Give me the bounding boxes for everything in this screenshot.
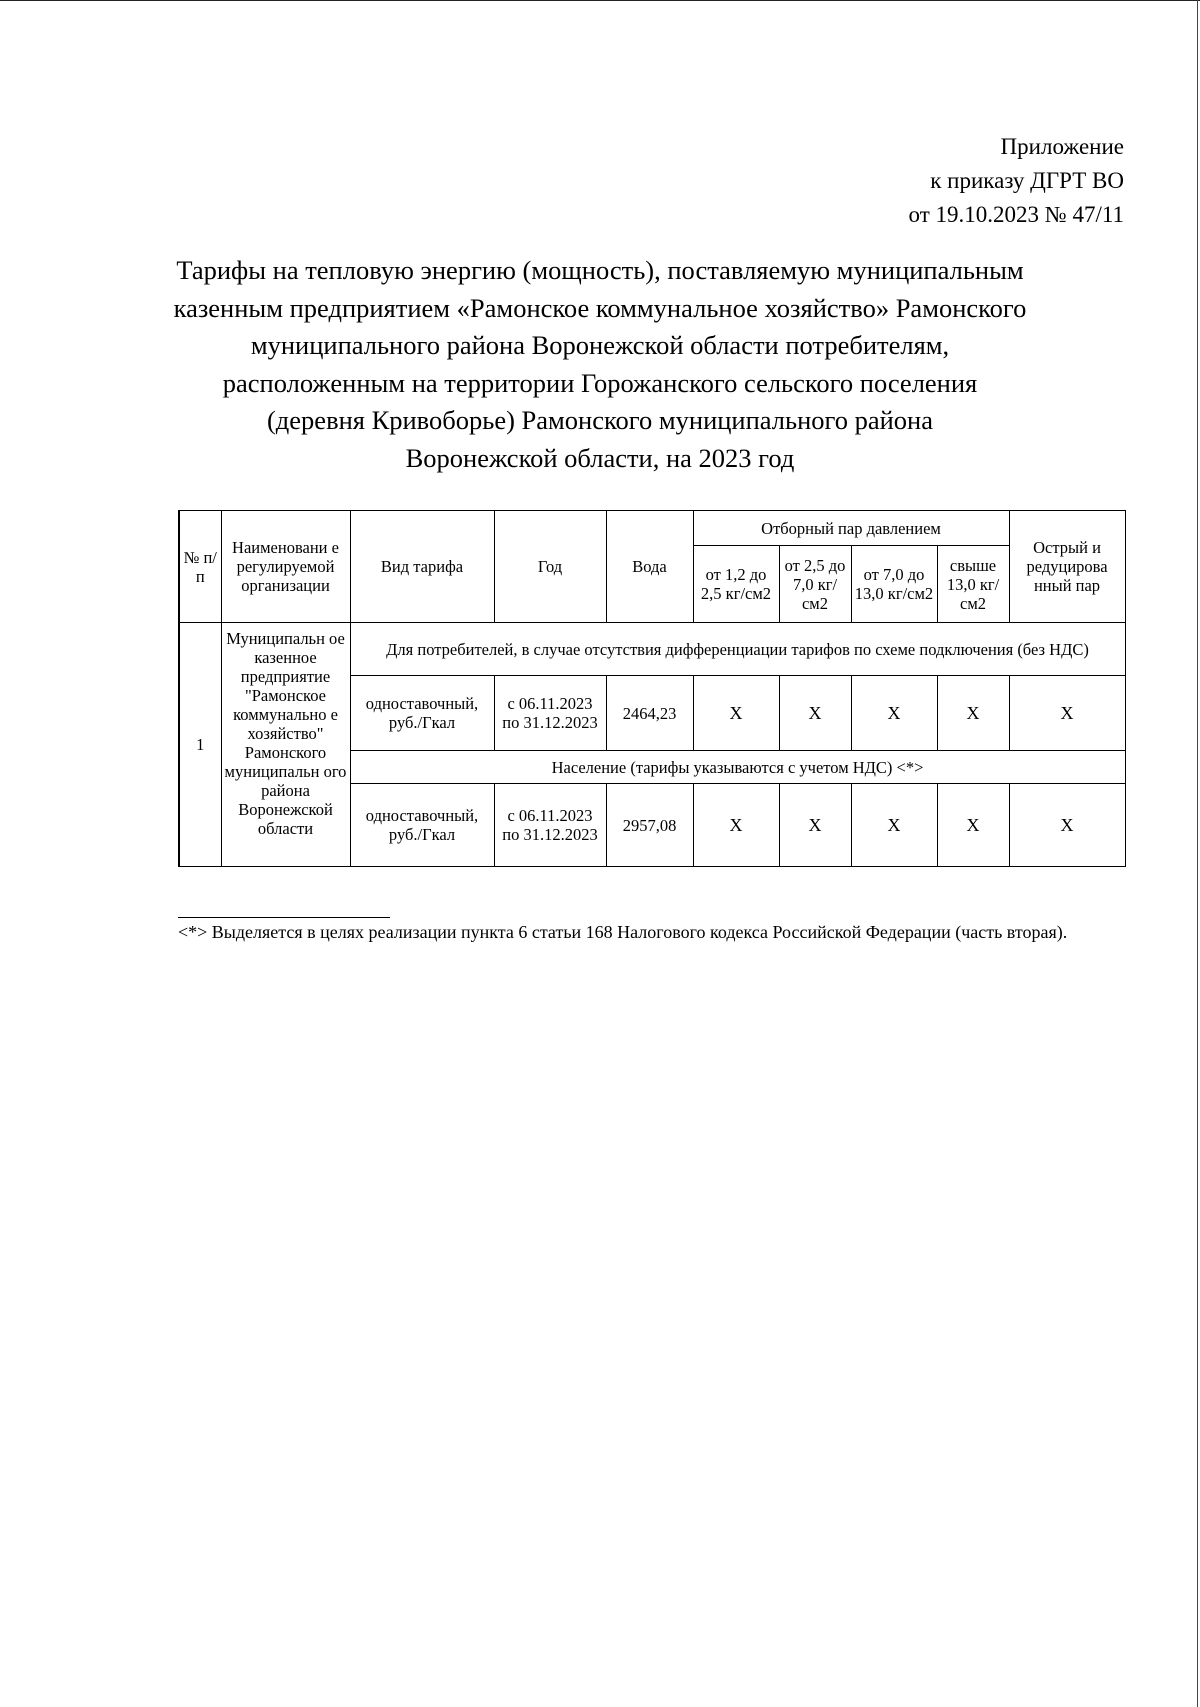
title-line-4: расположенным на территории Горожанского сельского поселения	[222, 367, 978, 398]
appendix-header	[909, 130, 1124, 232]
steam-2-cell: Х	[779, 784, 851, 867]
table-header-row-1	[179, 511, 1125, 546]
steam-2-cell: Х	[779, 676, 851, 751]
tariff-type-cell: одноставочный, руб./Гкал	[350, 676, 494, 751]
header-steam-3: от 7,0 до 13,0 кг/см2	[851, 546, 937, 623]
water-value-cell: 2957,08	[606, 784, 693, 867]
steam-1-cell: Х	[693, 784, 779, 867]
header-sharp-steam: Острый и редуцирова нный пар	[1009, 511, 1125, 623]
header-steam-1: от 1,2 до 2,5 кг/см2	[693, 546, 779, 623]
steam-3-cell: Х	[851, 784, 937, 867]
tariff-type-cell: одноставочный, руб./Гкал	[350, 784, 494, 867]
section-population: Население (тарифы указываются с учетом НДС) <*>	[350, 751, 1125, 784]
org-name-cell: Муниципальн ое казенное предприятие "Рамонское коммунально е хозяйство" Рамонского муниципальн ого района Воронежской области	[221, 623, 350, 867]
steam-1-cell: Х	[693, 676, 779, 751]
title-line-1: Тарифы на тепловую энергию (мощность), поставляемую муниципальным	[176, 255, 1024, 285]
table-section-row	[179, 623, 1125, 676]
title-line-6: Воронежской области, на 2023 год	[405, 442, 795, 473]
footnote-text: <*> Выделяется в целях реализации пункта 6 статьи 168 Налогового кодекса Российской Федерации (часть вторая).	[178, 922, 1068, 942]
page-right-edge	[1197, 0, 1198, 1707]
year-cell: с 06.11.2023 по 31.12.2023	[494, 784, 606, 867]
appendix-line-3: от 19.10.2023 № 47/11	[908, 202, 1124, 227]
tariffs-table	[178, 510, 1126, 867]
steam-4-cell: Х	[937, 784, 1009, 867]
sharp-steam-cell: Х	[1009, 784, 1125, 867]
header-year: Год	[494, 511, 606, 623]
header-org: Наименовани е регулируемой организации	[221, 511, 350, 623]
water-value-cell: 2464,23	[606, 676, 693, 751]
appendix-line-2: к приказу ДГРТ ВО	[930, 168, 1124, 193]
title-line-2: казенным предприятием «Рамонское коммунальное хозяйство» Рамонского	[173, 292, 1027, 323]
header-steam-2: от 2,5 до 7,0 кг/см2	[779, 546, 851, 623]
sharp-steam-cell: Х	[1009, 676, 1125, 751]
document-title	[150, 252, 1050, 477]
title-line-3: муниципального района Воронежской области потребителям,	[250, 330, 950, 360]
header-num: № п/п	[179, 511, 221, 623]
footnote-separator	[178, 917, 390, 918]
year-cell: с 06.11.2023 по 31.12.2023	[494, 676, 606, 751]
header-steam-4: свыше 13,0 кг/см2	[937, 546, 1009, 623]
row-number: 1	[179, 623, 221, 867]
header-water: Вода	[606, 511, 693, 623]
steam-4-cell: Х	[937, 676, 1009, 751]
page-top-edge	[0, 0, 1200, 1]
header-steam-group: Отборный пар давлением	[693, 511, 1009, 546]
title-line-5: (деревня Кривоборье) Рамонского муниципального района	[266, 405, 934, 435]
steam-3-cell: Х	[851, 676, 937, 751]
appendix-line-1: Приложение	[1000, 134, 1124, 159]
section-no-vat: Для потребителей, в случае отсутствия дифференциации тарифов по схеме подключения (без НДС)	[350, 623, 1125, 676]
header-tariff-type: Вид тарифа	[350, 511, 494, 623]
